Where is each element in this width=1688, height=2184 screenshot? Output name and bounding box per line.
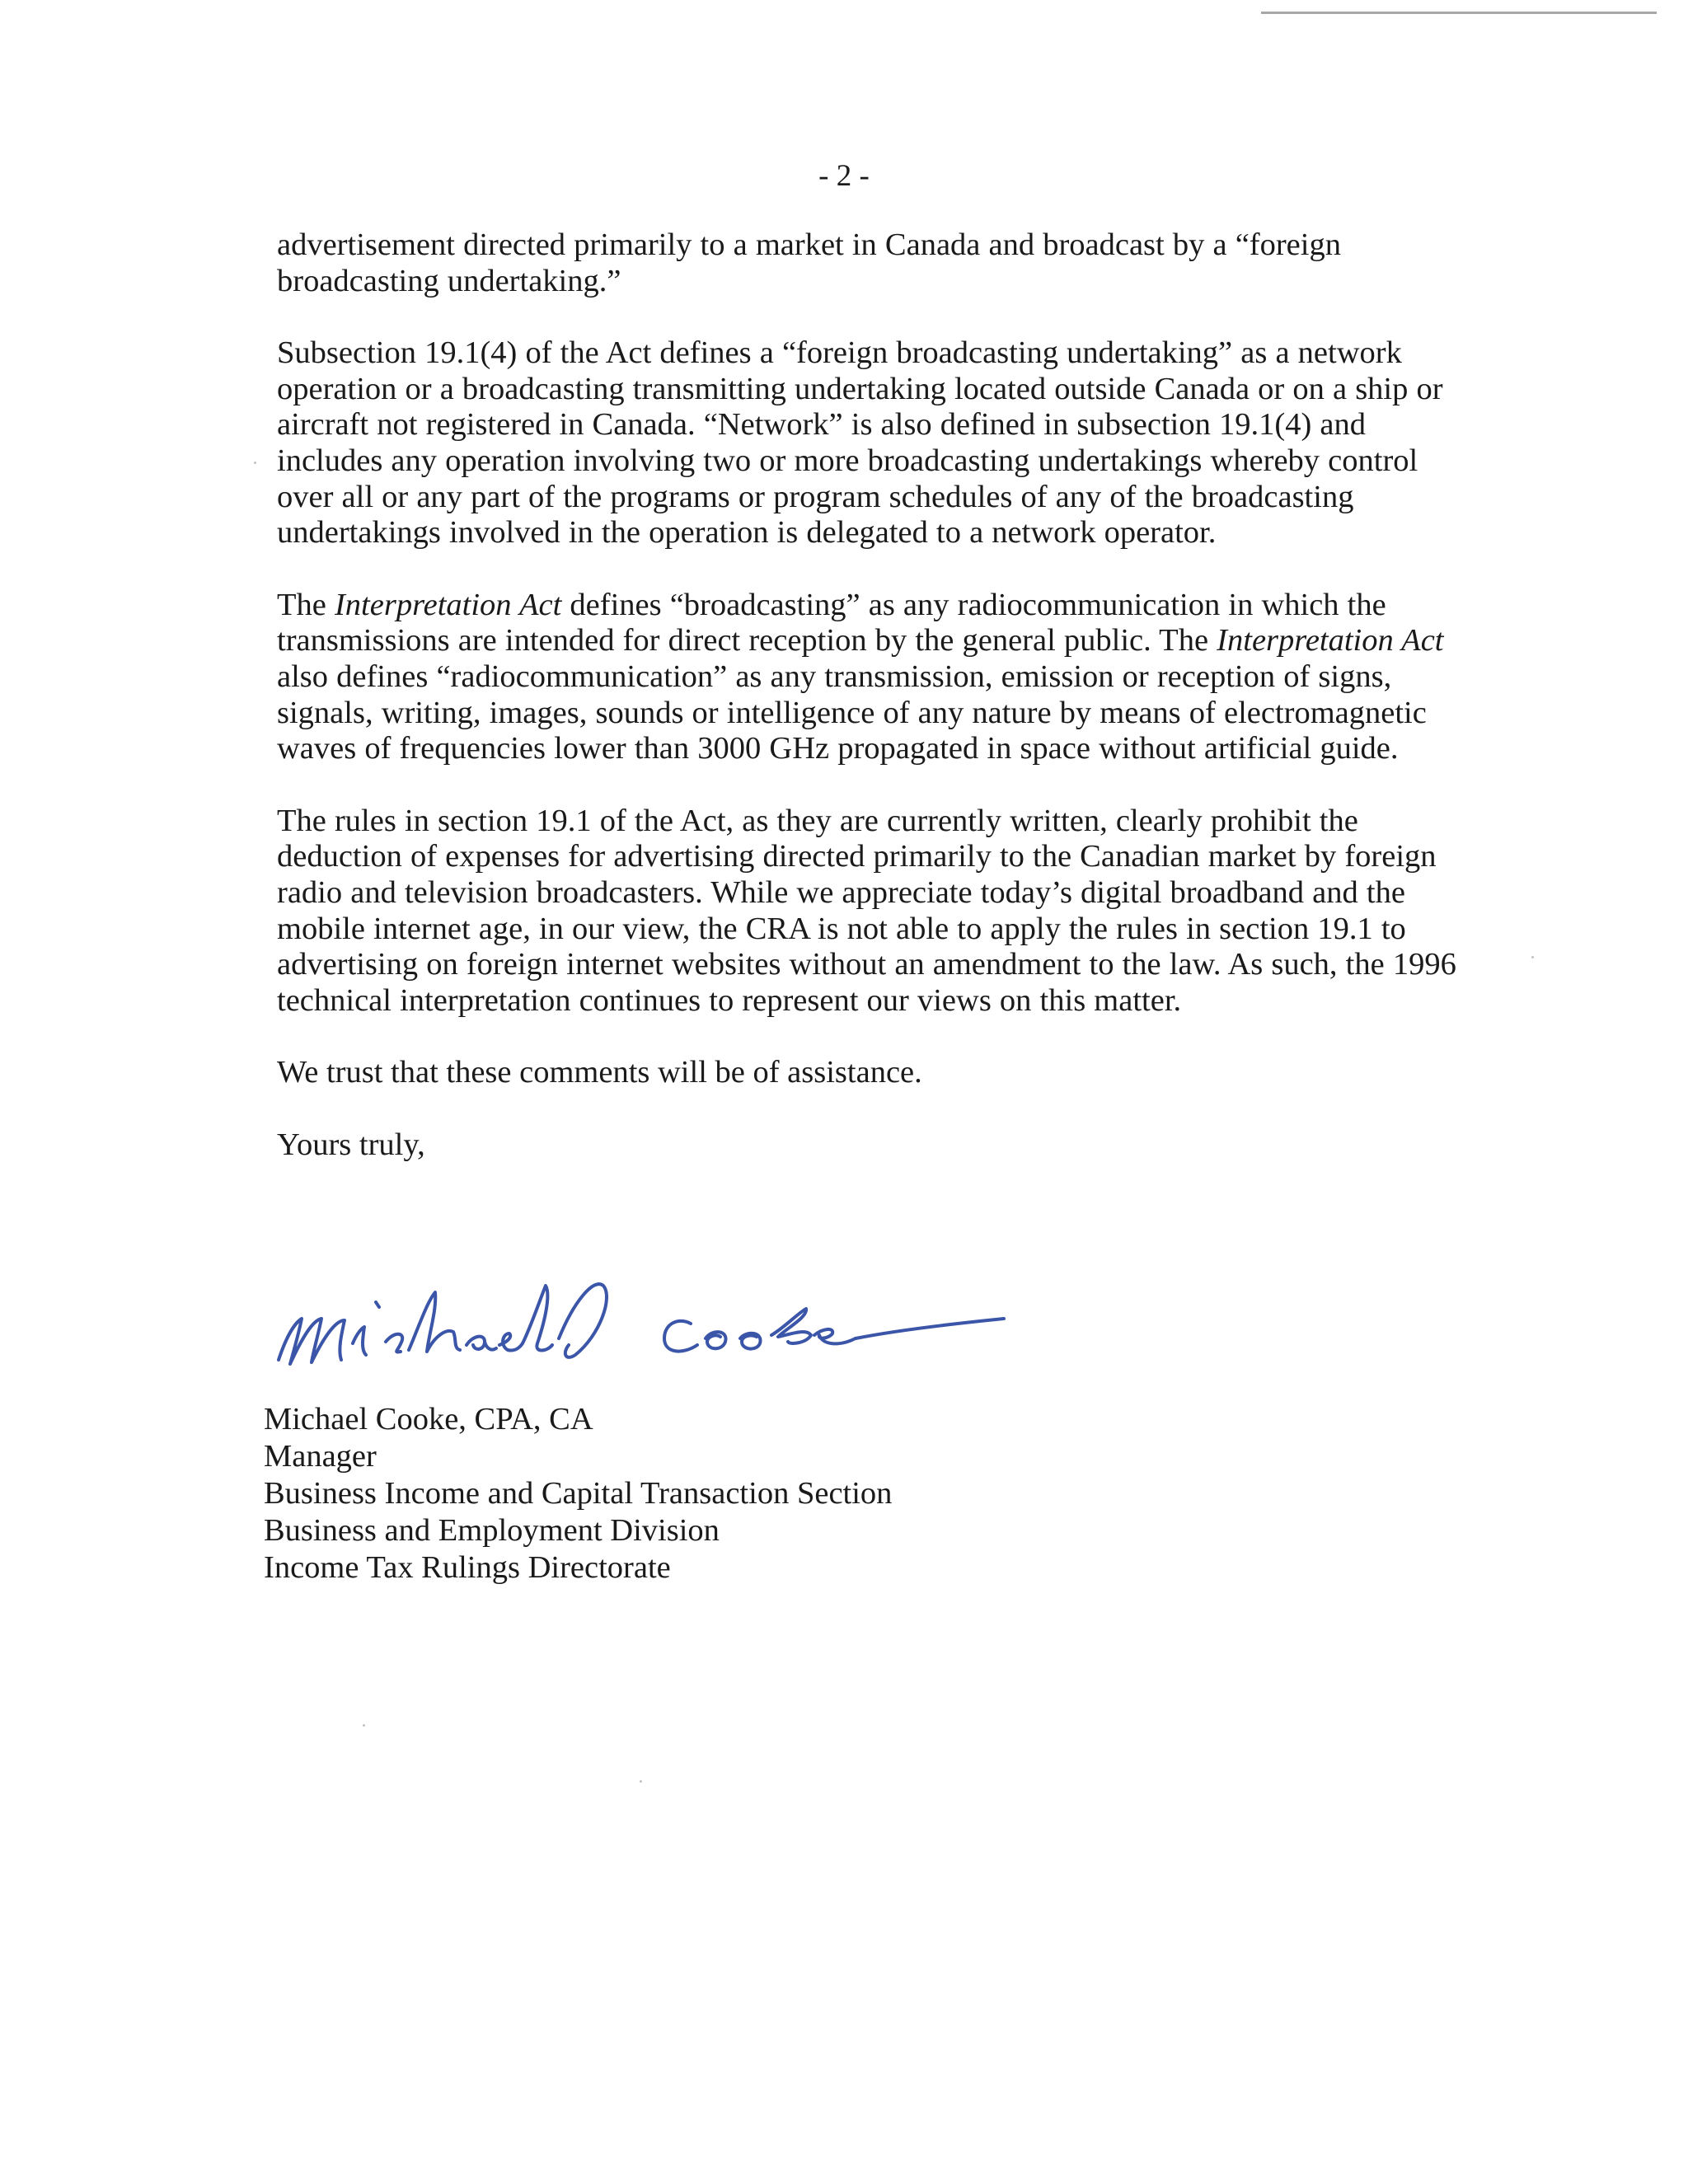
page-number: - 2 -	[818, 159, 870, 193]
scan-edge-rule	[1261, 12, 1657, 14]
signature-svg	[262, 1253, 1020, 1409]
scan-speck	[363, 1724, 365, 1727]
signatory-directorate: Income Tax Rulings Directorate	[264, 1550, 671, 1585]
handwritten-signature	[262, 1253, 1020, 1409]
signatory-block	[264, 1401, 1170, 1586]
letter-body	[277, 227, 1464, 1199]
salutation: Yours truly,	[277, 1127, 425, 1162]
paragraph-text: The rules in section 19.1 of the Act, as they are currently written, clearly prohibit the deduction of expenses for advertising directed primarily to the Canadian market by foreign radio and television broadcasters. While we appreciate today’s digital broadband and the mobile internet age, in our view, the CRA is not able to apply the rules in section 19.1 to advertising on foreign internet websites without an amendment to the law. As such, the 1996 technical interpretation continues to represent our views on this matter.	[277, 803, 1456, 1018]
italic-act-title: Interpretation Act	[334, 587, 562, 622]
scan-speck	[1531, 956, 1534, 958]
scan-speck	[254, 462, 256, 464]
italic-act-title: Interpretation Act	[1217, 623, 1444, 658]
paragraph-text: Subsection 19.1(4) of the Act defines a “foreign broadcasting undertaking” as a network operation or a broadcasting transmitting undertaking located outside Canada or on a ship or aircraft not registered in Canada. “Network” is also defined in subsection 19.1(4) and includes any operation involving two or more broadcasting undertakings whereby control over all or any part of the programs or program schedules of any of the broadcasting undertakings involved in the operation is delegated to a network operator.	[277, 335, 1443, 551]
paragraph-1	[277, 227, 1464, 299]
closing-assistance: We trust that these comments will be of assistance.	[277, 1055, 922, 1090]
signatory-name: Michael Cooke, CPA, CA	[264, 1402, 593, 1436]
paragraph-text: advertisement directed primarily to a market in Canada and broadcast by a “foreign broadcasting undertaking.”	[277, 227, 1341, 298]
signatory-title: Manager	[264, 1439, 377, 1474]
paragraph-text: defines “broadcasting” as any radiocommunication in which the transmissions are intended for direct reception by the general public. The	[277, 587, 1386, 658]
paragraph-2	[277, 335, 1464, 551]
scan-speck	[640, 1780, 642, 1783]
signatory-section: Business Income and Capital Transaction Section	[264, 1476, 893, 1511]
paragraph-text: also defines “radiocommunication” as any transmission, emission or reception of signs, signals, writing, images, sounds or intelligence of any nature by means of electromagnetic waves of frequencies lower than 3000 GHz propagated in space without artificial guide.	[277, 658, 1427, 766]
signatory-division: Business and Employment Division	[264, 1513, 720, 1548]
paragraph-text: The	[277, 587, 335, 622]
paragraph-4	[277, 804, 1464, 1019]
paragraph-3	[277, 588, 1464, 767]
